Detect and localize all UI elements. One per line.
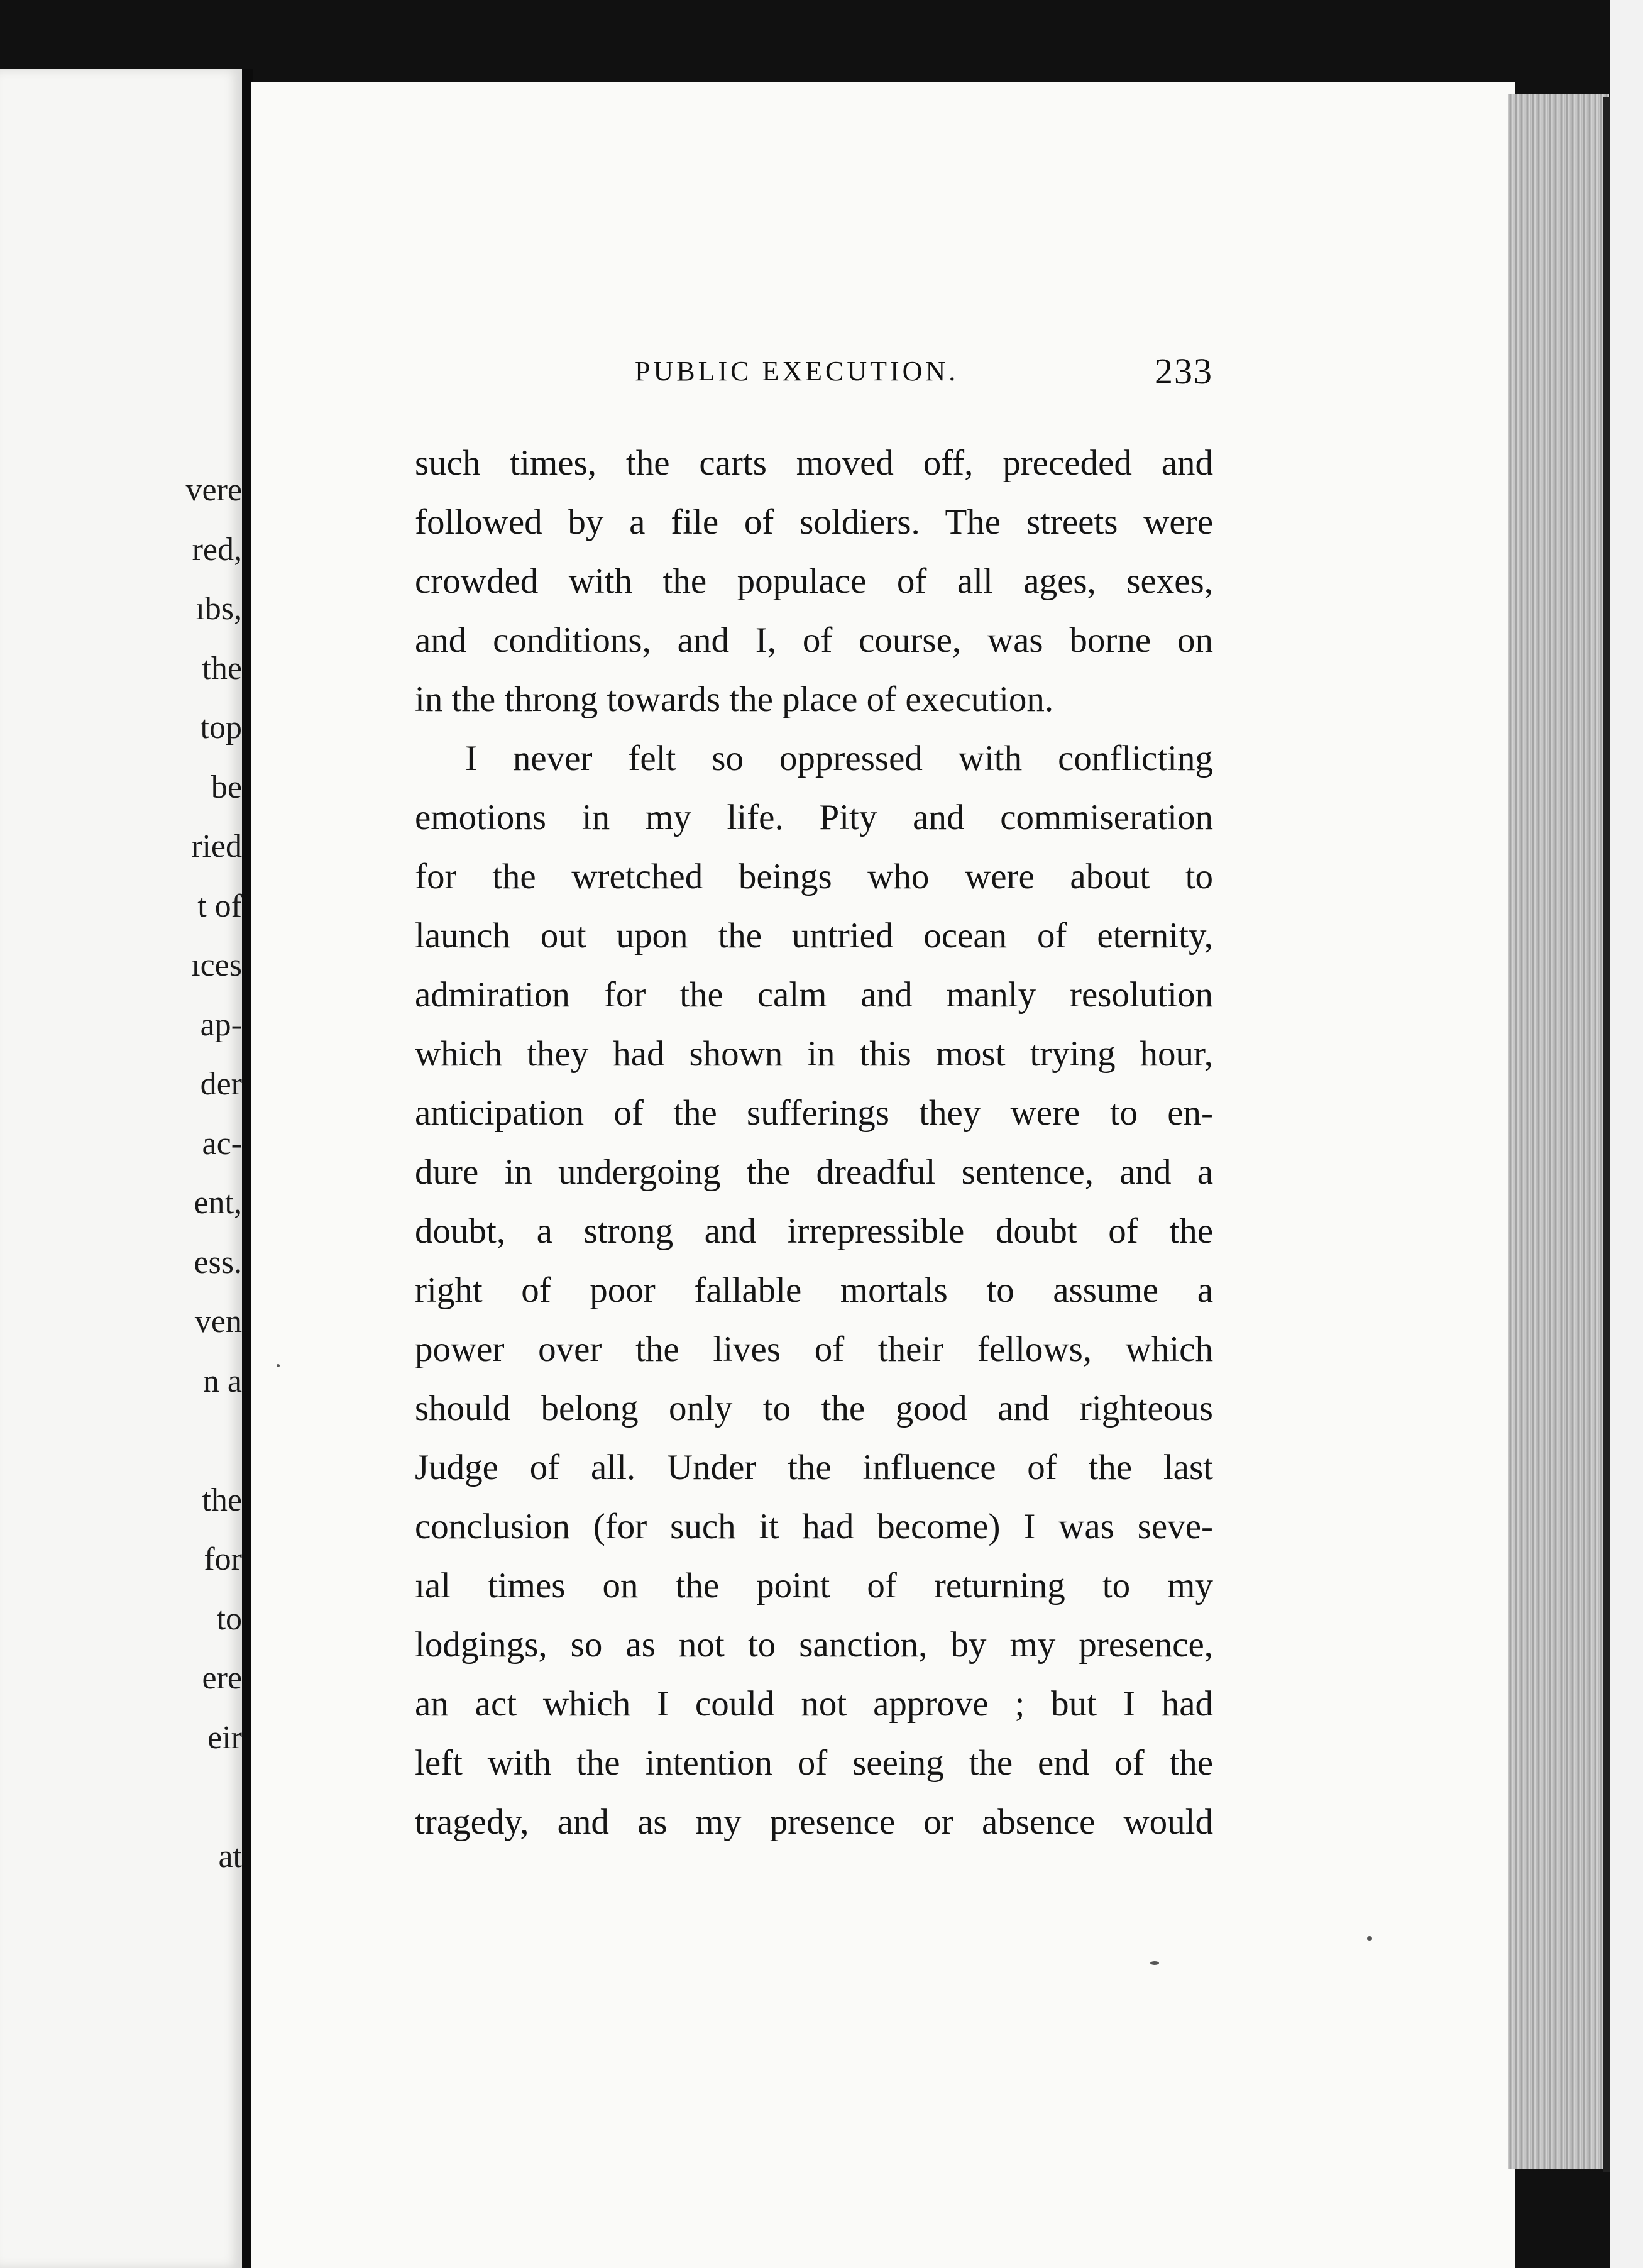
facing-page-line-fragment: n a bbox=[202, 1363, 242, 1399]
text-line: dure in undergoing the dreadful sentence, and a bbox=[415, 1152, 1213, 1192]
body-text bbox=[415, 434, 1213, 1852]
facing-page-line-fragment: ap- bbox=[200, 1006, 242, 1043]
text-line: ıal times on the point of returning to my bbox=[415, 1566, 1213, 1605]
facing-page-line-fragment: ıbs, bbox=[195, 591, 242, 627]
facing-page-line-fragment: to bbox=[216, 1600, 242, 1637]
facing-page-line-fragment: ven bbox=[194, 1304, 242, 1340]
scan-speck bbox=[1367, 1936, 1372, 1941]
facing-page-line-fragment: the bbox=[202, 1482, 242, 1518]
text-line: admiration for the calm and manly resolution bbox=[415, 975, 1213, 1015]
text-line: Judge of all. Under the influence of the last bbox=[415, 1448, 1213, 1487]
page-header bbox=[635, 351, 1213, 399]
page-number: 233 bbox=[1155, 351, 1213, 392]
facing-page-line-fragment: ried bbox=[191, 828, 242, 864]
text-line: emotions in my life. Pity and commiseration bbox=[415, 798, 1213, 837]
text-line: for the wretched beings who were about to bbox=[415, 857, 1213, 896]
facing-page-line-fragment: ess. bbox=[194, 1244, 242, 1280]
page-edge-shadow bbox=[1603, 97, 1610, 2172]
text-line: in the throng towards the place of execution. bbox=[415, 680, 1054, 719]
facing-page-line-fragment: ac- bbox=[202, 1125, 242, 1162]
text-line: lodgings, so as not to sanction, by my presence, bbox=[415, 1625, 1213, 1665]
facing-page-line-fragment: t of bbox=[197, 888, 242, 924]
facing-page-line-fragment: at bbox=[218, 1838, 242, 1874]
facing-page-line-fragment: top bbox=[200, 710, 242, 746]
text-line: right of poor fallable mortals to assume a bbox=[415, 1270, 1213, 1310]
text-line: crowded with the populace of all ages, sexes, bbox=[415, 561, 1213, 601]
facing-page-line-fragment: for bbox=[204, 1541, 242, 1577]
running-head: PUBLIC EXECUTION. bbox=[635, 356, 959, 387]
text-line: conclusion (for such it had become) I was seve- bbox=[415, 1507, 1213, 1546]
text-line: doubt, a strong and irrepressible doubt of the bbox=[415, 1211, 1213, 1251]
text-line: an act which I could not approve ; but I had bbox=[415, 1684, 1213, 1724]
text-line: launch out upon the untried ocean of eternity, bbox=[415, 916, 1213, 955]
facing-page-line-fragment: ent, bbox=[194, 1185, 242, 1221]
scan-margin-right bbox=[1610, 0, 1643, 2268]
facing-page-line-fragment: der bbox=[200, 1066, 242, 1102]
text-line: power over the lives of their fellows, which bbox=[415, 1329, 1213, 1369]
text-line: and conditions, and I, of course, was borne on bbox=[415, 620, 1213, 660]
text-line: which they had shown in this most trying hour, bbox=[415, 1034, 1213, 1074]
scan-speck bbox=[277, 1364, 280, 1367]
text-line: tragedy, and as my presence or absence would bbox=[415, 1802, 1213, 1842]
facing-page-line-fragment: the bbox=[202, 650, 242, 686]
scan-speck bbox=[1150, 1961, 1159, 1965]
facing-page-line-fragment: eir bbox=[207, 1719, 242, 1756]
text-line: I never felt so oppressed with conflicting bbox=[465, 739, 1213, 778]
text-line: should belong only to the good and righteous bbox=[415, 1389, 1213, 1428]
text-line: left with the intention of seeing the end of the bbox=[415, 1743, 1213, 1783]
page-edges bbox=[1508, 94, 1609, 2169]
facing-page-left bbox=[0, 69, 246, 2268]
text-line: such times, the carts moved off, preceded and bbox=[415, 443, 1213, 483]
text-line: followed by a file of soldiers. The streets were bbox=[415, 502, 1213, 542]
facing-page-line-fragment: be bbox=[211, 769, 242, 805]
text-line: anticipation of the sufferings they were to en- bbox=[415, 1093, 1213, 1133]
facing-page-line-fragment: ere bbox=[202, 1660, 242, 1696]
facing-page-line-fragment: vere bbox=[185, 472, 242, 508]
facing-page-line-fragment: red, bbox=[192, 531, 242, 568]
facing-page-line-fragment: ıces bbox=[191, 947, 242, 983]
